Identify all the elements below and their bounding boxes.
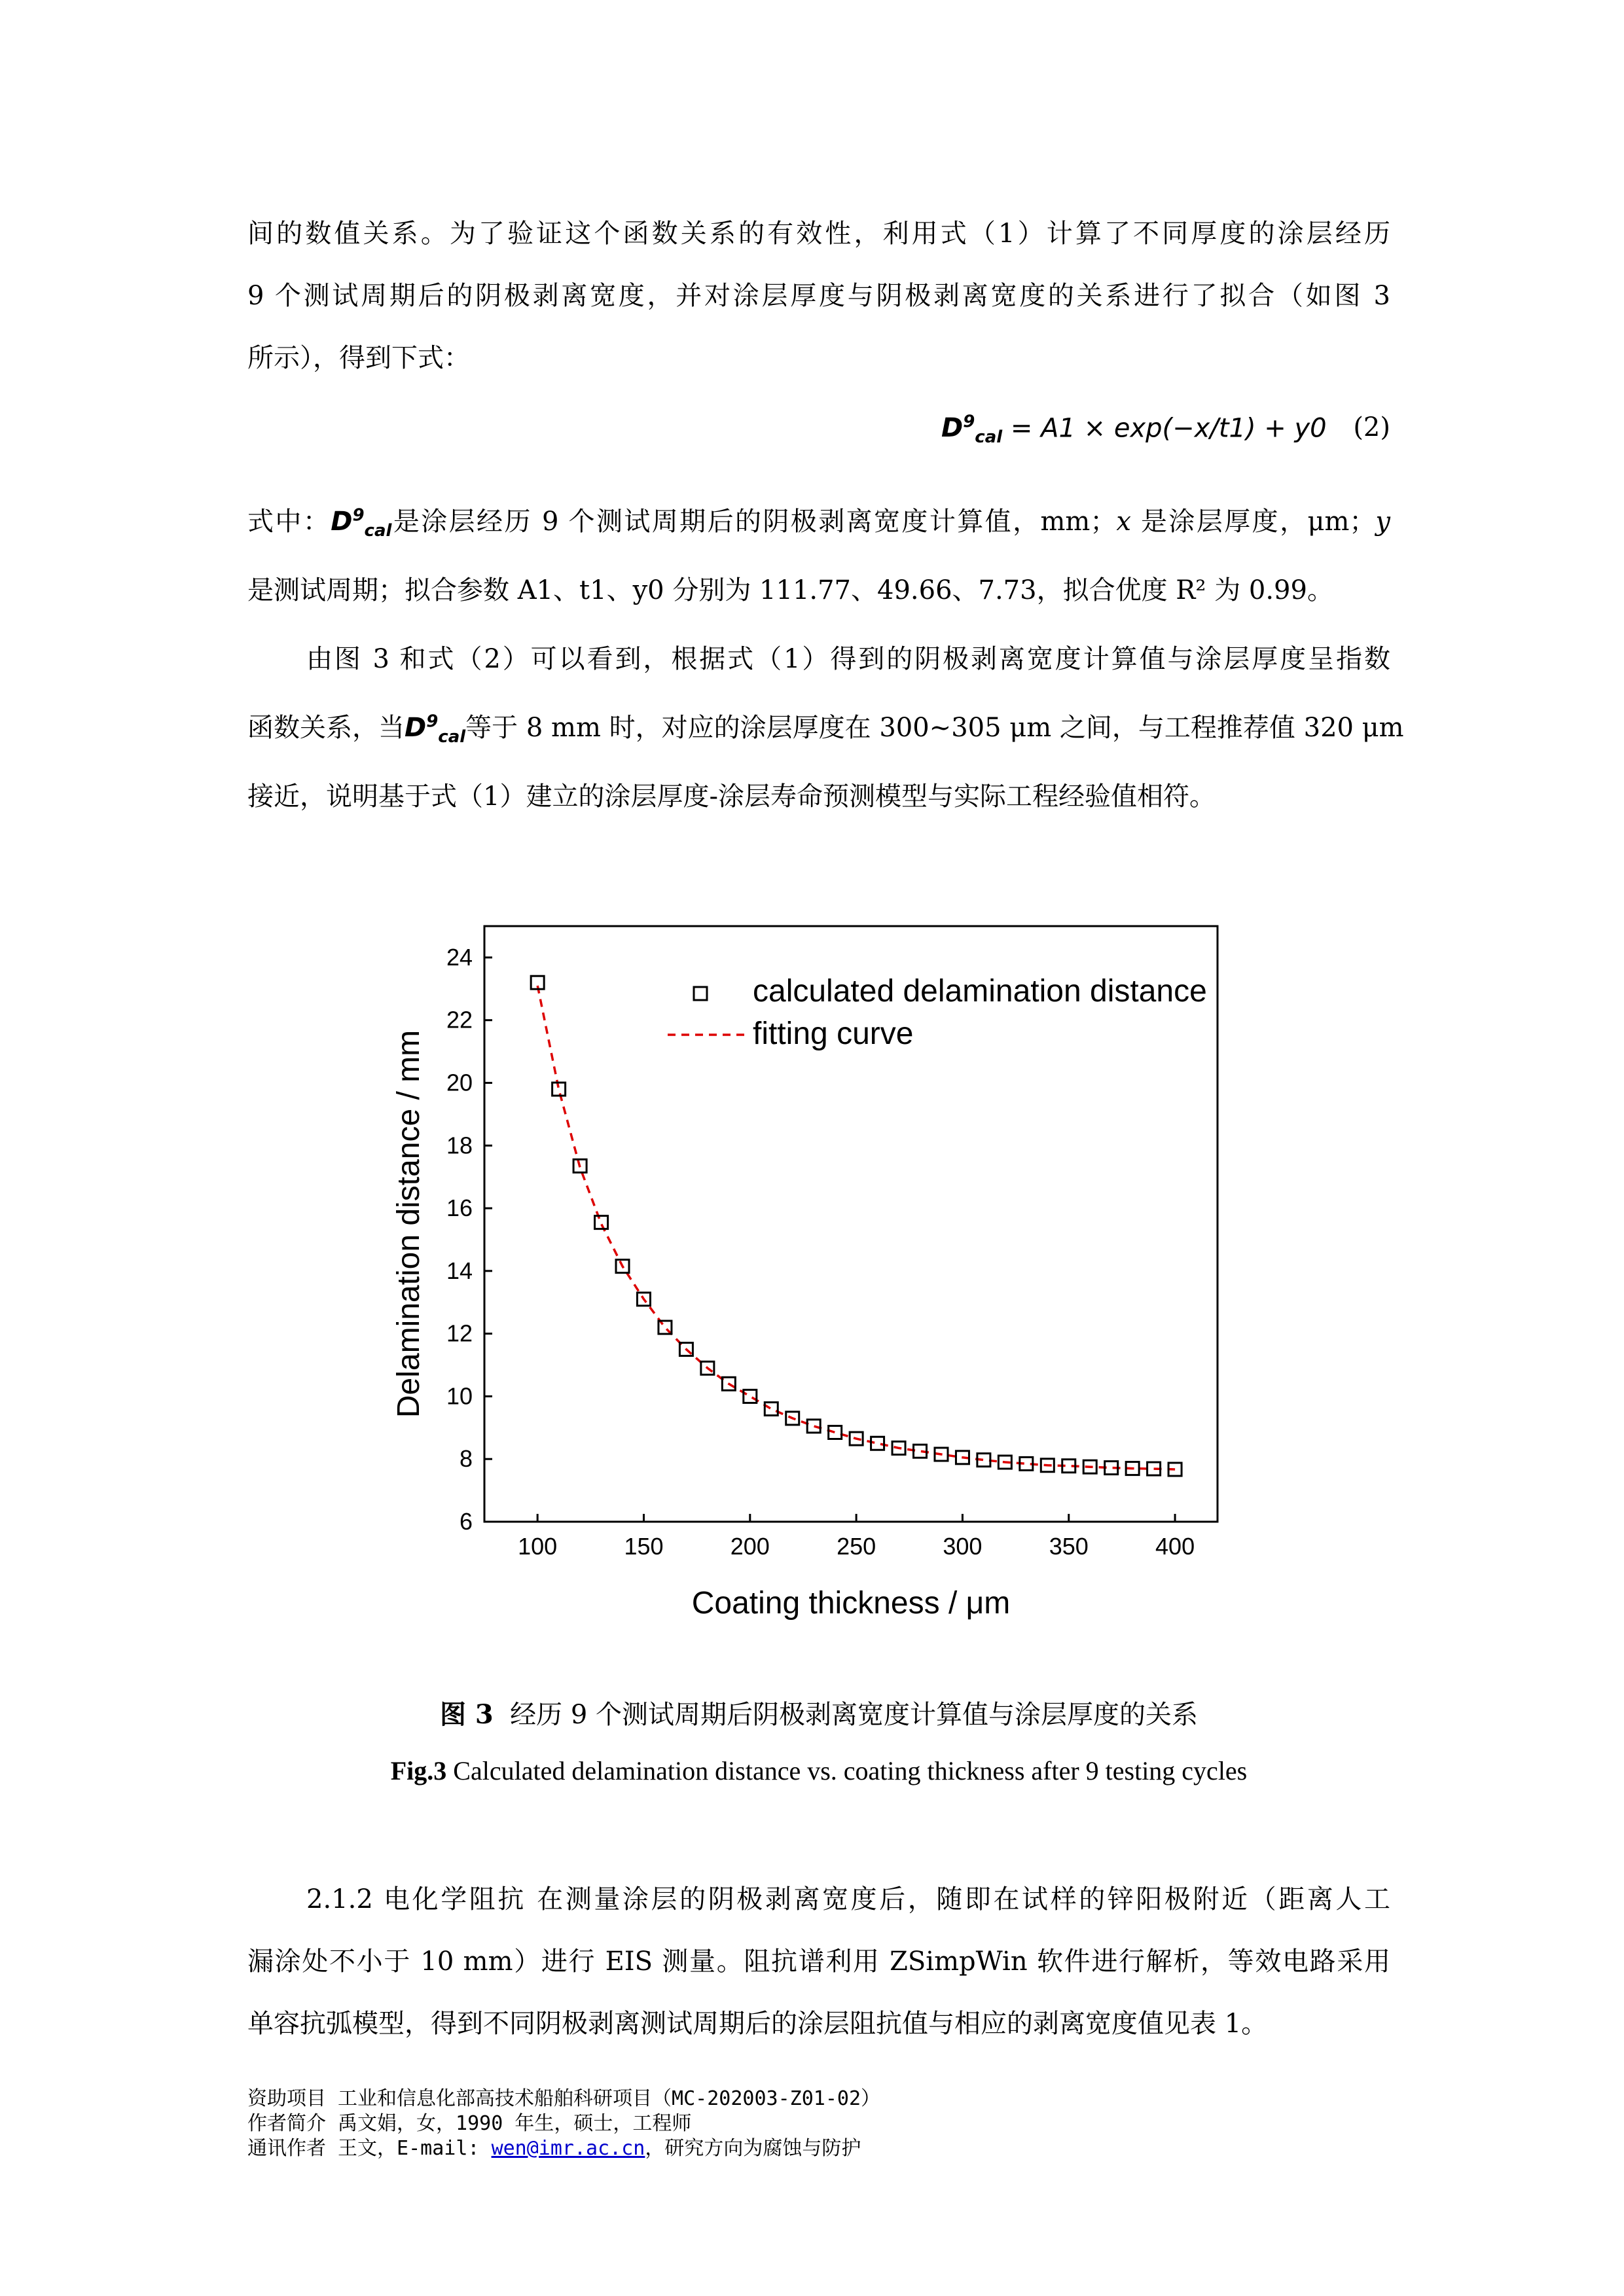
y-tick-label: 20 [446, 1069, 473, 1096]
legend-label-fitting: fitting curve [753, 1016, 914, 1051]
paragraph-1-line-3: 所示），得到下式： [247, 343, 470, 373]
y-tick-label: 18 [446, 1132, 473, 1159]
x-tick-label: 100 [518, 1533, 558, 1560]
paragraph-1-line-1: 间的数值关系。为了验证这个函数关系的有效性，利用式（1）计算了不同厚度的涂层经历 [247, 219, 1390, 249]
equation-rhs: = A1 × exp(−x/t1) + y0 [1010, 413, 1327, 444]
section-2-1-2-line-3: 单容抗弧模型，得到不同阴极剥离测试周期后的涂层阻抗值与相应的剥离宽度值见表 1。 [247, 2009, 1268, 2039]
footnote-author: 作者简介 禹文娟，女，1990 年生，硕士，工程师 [247, 2112, 692, 2135]
paragraph-3-line-3: 接近，说明基于式（1）建立的涂层厚度-涂层寿命预测模型与实际工程经验值相符。 [247, 781, 1216, 812]
equation-lhs: $D^9_{cal}$ [941, 412, 1003, 448]
y-tick-label: 16 [446, 1194, 473, 1222]
symbol-d-cal: $D^9_{cal}$ [331, 505, 392, 541]
delamination-chart [367, 903, 1283, 1623]
data-point-marker [765, 1403, 778, 1416]
section-2-1-2-line-2: 漏涂处不小于 10 mm）进行 EIS 测量。阻抗谱利用 ZSimpWin 软件进行解析，等效电路采用 [247, 1946, 1390, 1977]
fitting-curve-line [537, 986, 1175, 1469]
x-tick-label: 350 [1049, 1533, 1089, 1560]
paragraph-1-line-2: 9 个测试周期后的阴极剥离宽度，并对涂层厚度与阴极剥离宽度的关系进行了拟合（如图 3 [247, 281, 1390, 311]
figure-caption-cn [247, 1694, 1390, 1731]
equation-formula [941, 412, 1327, 447]
equation-number: (2) [1353, 412, 1390, 442]
figure-caption-en-text: Calculated delamination distance vs. coating thickness after 9 testing cycles [453, 1756, 1248, 1785]
data-point-marker [744, 1390, 757, 1403]
symbol-d-cal-2: $D^9_{cal}$ [405, 711, 466, 747]
figure-caption-cn-text: 经历 9 个测试周期后阴极剥离宽度计算值与涂层厚度的关系 [510, 1700, 1199, 1730]
figure-label-cn: 图 3 [439, 1699, 494, 1730]
x-tick-label: 200 [730, 1533, 770, 1560]
legend-label-calculated: calculated delamination distance [753, 974, 1207, 1009]
data-point-marker [807, 1420, 820, 1433]
paragraph-2-line-2: 是测试周期；拟合参数 A1、t1、y0 分别为 111.77、49.66、7.73，拟合优度 R² 为 0.99。 [247, 575, 1333, 605]
email-link[interactable]: wen@imr.ac.cn [491, 2137, 645, 2160]
y-axis-label: Delamination distance / mm [391, 1030, 426, 1418]
data-point-marker [595, 1216, 608, 1229]
figure-label-en: Fig.3 [390, 1756, 447, 1785]
equation-2 [247, 412, 1390, 458]
x-tick-label: 300 [943, 1533, 983, 1560]
footnote-contact: 通讯作者 王文，E-mail: wen@imr.ac.cn，研究方向为腐蚀与防护 [247, 2137, 861, 2160]
x-tick-label: 150 [624, 1533, 664, 1560]
y-tick-label: 10 [446, 1382, 473, 1410]
x-tick-label: 400 [1155, 1533, 1195, 1560]
section-2-1-2-line-1: 2.1.2 电化学阻抗 在测量涂层的阴极剥离宽度后，随即在试样的锌阳极附近（距离人工 [306, 1884, 1390, 1914]
paragraph-2-line-1: 式中：$D^9_{cal}$是涂层经历 9 个测试周期后的阴极剥离宽度计算值，mm；x 是涂层厚度，μm；y [247, 505, 1391, 541]
figure-caption-en [247, 1755, 1390, 1786]
y-tick-label: 14 [446, 1257, 473, 1284]
legend-square-marker [694, 987, 707, 1000]
y-tick-label: 6 [459, 1508, 473, 1535]
y-tick-label: 12 [446, 1319, 473, 1347]
paragraph-3-line-1: 由图 3 和式（2）可以看到，根据式（1）得到的阴极剥离宽度计算值与涂层厚度呈指数 [306, 644, 1390, 674]
x-axis-label: Coating thickness / μm [691, 1586, 1011, 1621]
y-tick-label: 8 [459, 1445, 473, 1473]
y-tick-label: 22 [446, 1006, 473, 1033]
footnote-funding: 资助项目 工业和信息化部高技术船舶科研项目（MC-202003-Z01-02） [247, 2087, 881, 2110]
y-tick-label: 24 [446, 943, 473, 971]
paragraph-3-line-2: 函数关系，当$D^9_{cal}$等于 8 mm 时，对应的涂层厚度在 300~305 μm 之间，与工程推荐值 320 μm [247, 711, 1404, 747]
data-point-marker [829, 1426, 842, 1439]
x-tick-label: 250 [837, 1533, 876, 1560]
